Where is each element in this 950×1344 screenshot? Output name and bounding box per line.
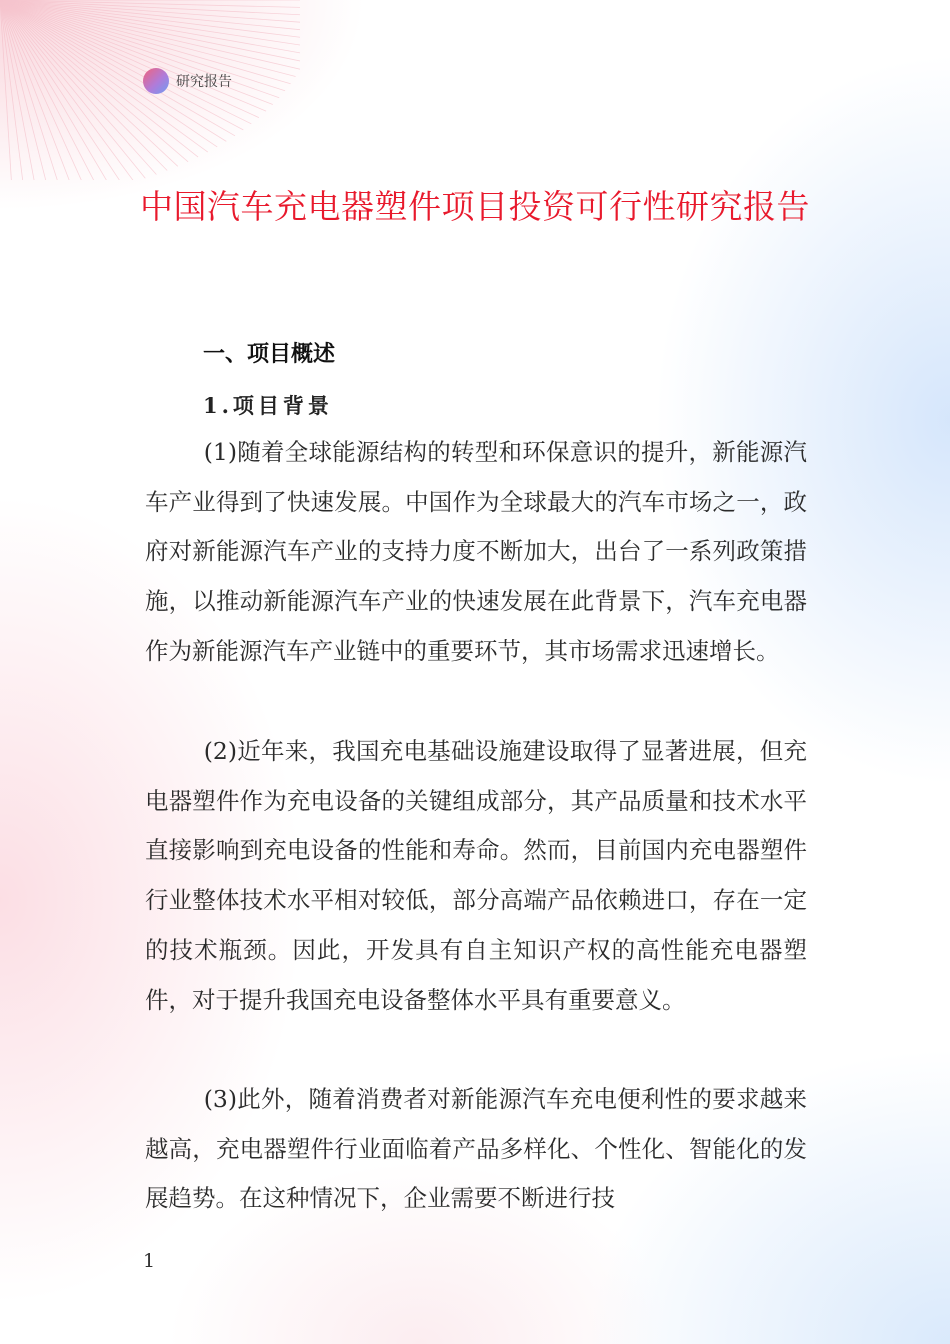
subsection-heading: 1.项目背景: [203, 393, 333, 418]
paragraph-1: (1)随着全球能源结构的转型和环保意识的提升，新能源汽车产业得到了快速发展。中国作为全球最大的汽车市场之一，政府对新能源汽车产业的支持力度不断加大，出台了一系列政策措施，以推动新能源汽车产业的快速发展在此背景下，汽车充电器作为新能源汽车产业链中的重要环节，其市场需求迅速增长。: [145, 438, 807, 665]
paragraph-2: (2)近年来，我国充电基础设施建设取得了显著进展，但充电器塑件作为充电设备的关键组成部分，其产品质量和技术水平直接影响到充电设备的性能和寿命。然而，目前国内充电器塑件行业整体技术水平相对较低，部分高端产品依赖进口，存在一定的技术瓶颈。因此，开发具有自主知识产权的高性能充电器塑件，对于提升我国充电设备整体水平具有重要意义。: [145, 737, 807, 1014]
document-title: 中国汽车充电器塑件项目投资可行性研究报告: [140, 187, 810, 226]
page-number: 1: [143, 1250, 156, 1272]
decorative-ray: [0, 0, 243, 130]
decorative-ray: [0, 0, 145, 178]
paragraph-3: (3)此外，随着消费者对新能源汽车充电便利性的要求越来越高，充电器塑件行业面临着产品多样化、个性化、智能化的发展趋势。在这种情况下，企业需要不断进行技: [145, 1085, 807, 1213]
section-heading: 一、项目概述: [203, 342, 336, 367]
logo-label: 研究报告: [176, 74, 232, 90]
header-logo: [143, 68, 232, 94]
decorative-ray: [0, 0, 300, 69]
decorative-ray: [0, 0, 156, 175]
decorative-ray: [0, 0, 279, 98]
logo-circle-icon: [143, 68, 169, 94]
